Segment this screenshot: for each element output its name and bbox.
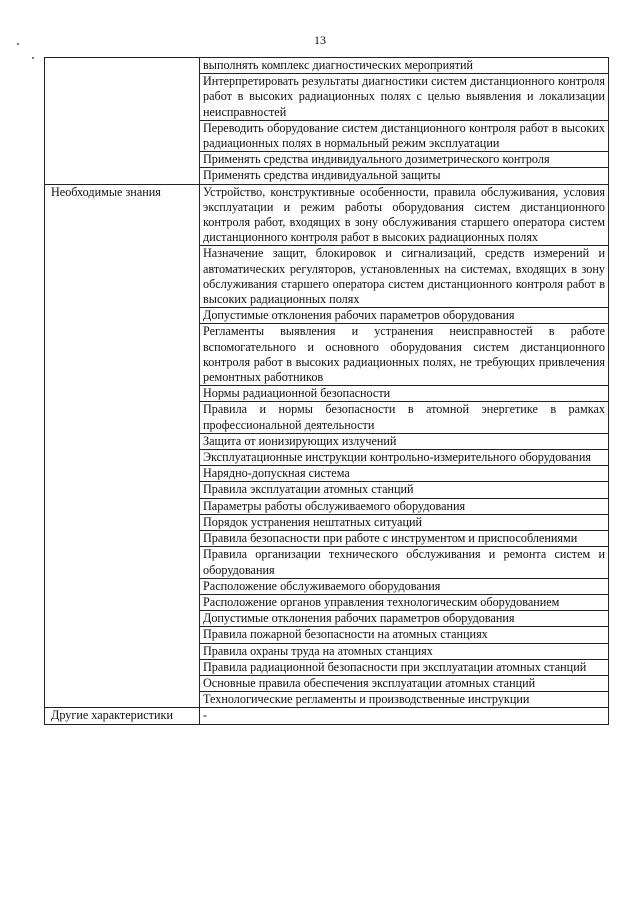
scan-speck — [17, 43, 19, 45]
row-label: Другие характеристики — [45, 708, 200, 724]
row-text: Правила эксплуатации атомных станций — [200, 482, 609, 498]
row-text: Правила организации технического обслуживания и ремонта систем и оборудования — [200, 547, 609, 578]
row-text: Порядок устранения нештатных ситуаций — [200, 514, 609, 530]
row-label — [45, 58, 200, 185]
row-text: - — [200, 708, 609, 724]
row-text: Нормы радиационной безопасности — [200, 386, 609, 402]
page-number: 13 — [314, 33, 326, 47]
row-text: Правила пожарной безопасности на атомных станциях — [200, 627, 609, 643]
row-text: Основные правила обеспечения эксплуатации атомных станций — [200, 675, 609, 691]
row-text: Технологические регламенты и производственные инструкции — [200, 692, 609, 708]
row-text: Защита от ионизирующих излучений — [200, 433, 609, 449]
row-text: Правила и нормы безопасности в атомной энергетике в рамках профессиональной деятельности — [200, 402, 609, 433]
row-text: выполнять комплекс диагностических мероприятий — [200, 58, 609, 74]
row-text: Параметры работы обслуживаемого оборудования — [200, 498, 609, 514]
table-row — [45, 58, 609, 74]
row-text: Интерпретировать результаты диагностики систем дистанционного контроля работ в высоких радиационных полях с целью выявления и локализации неисправностей — [200, 74, 609, 121]
row-text: Регламенты выявления и устранения неисправностей в работе вспомогательного и основного оборудования систем дистанционного контроля работ в высоких радиационных полях, не требующих привлечения ремонтных работников — [200, 324, 609, 386]
row-text: Назначение защит, блокировок и сигнализаций, средств измерений и автоматических регуляторов, установленных на системах, входящих в зону обслуживания старшего оператора систем дистанционного контроля работ в высоких радиационных полях — [200, 246, 609, 308]
scan-speck — [32, 57, 34, 59]
table-row — [45, 708, 609, 724]
row-text: Правила безопасности при работе с инструментом и приспособлениями — [200, 531, 609, 547]
row-text: Допустимые отклонения рабочих параметров оборудования — [200, 611, 609, 627]
row-text: Устройство, конструктивные особенности, правила обслуживания, условия эксплуатации и режим работы оборудования систем дистанционного контроля работ, входящих в зону обслуживания старшего оператора систем дистанционного контроля работ в высоких радиационных полях — [200, 184, 609, 246]
row-text: Эксплуатационные инструкции контрольно-измерительного оборудования — [200, 450, 609, 466]
table-row — [45, 184, 609, 246]
row-text: Применять средства индивидуальной защиты — [200, 168, 609, 184]
row-text: Допустимые отклонения рабочих параметров оборудования — [200, 308, 609, 324]
row-text: Правила радиационной безопасности при эксплуатации атомных станций — [200, 659, 609, 675]
row-text: Нарядно-допускная система — [200, 466, 609, 482]
row-text: Расположение обслуживаемого оборудования — [200, 578, 609, 594]
row-label: Необходимые знания — [45, 184, 200, 708]
competency-table — [44, 57, 609, 725]
row-text: Применять средства индивидуального дозиметрического контроля — [200, 152, 609, 168]
row-text: Расположение органов управления технологическим оборудованием — [200, 594, 609, 610]
row-text: Правила охраны труда на атомных станциях — [200, 643, 609, 659]
row-text: Переводить оборудование систем дистанционного контроля работ в высоких радиационных полях в нормальный режим эксплуатации — [200, 120, 609, 151]
